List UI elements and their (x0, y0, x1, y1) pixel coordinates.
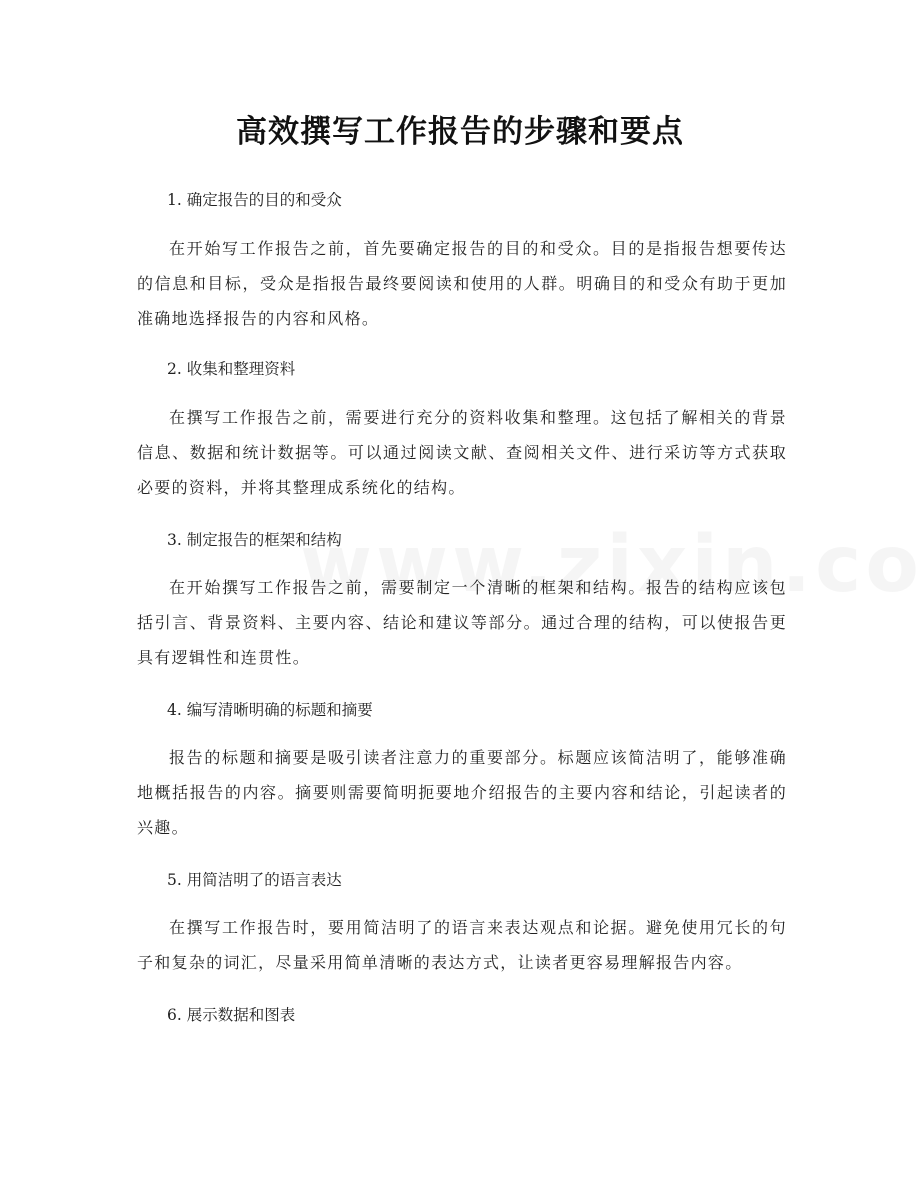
section-heading-6: 6. 展示数据和图表 (167, 1006, 296, 1024)
page-title: 高效撰写工作报告的步骤和要点 (236, 114, 684, 150)
section-heading-4: 4. 编写清晰明确的标题和摘要 (167, 701, 373, 719)
section-paragraph-3: 在开始撰写工作报告之前，需要制定一个清晰的框架和结构。报告的结构应该包括引言、背景资料、主要内容、结论和建议等部分。通过合理的结构，可以使报告更具有逻辑性和连贯性。 (137, 578, 787, 667)
section-heading-3: 3. 制定报告的框架和结构 (167, 531, 342, 549)
section-paragraph-4: 报告的标题和摘要是吸引读者注意力的重要部分。标题应该简洁明了，能够准确地概括报告的内容。摘要则需要简明扼要地介绍报告的主要内容和结论，引起读者的兴趣。 (137, 748, 787, 837)
section-paragraph-1: 在开始写工作报告之前，首先要确定报告的目的和受众。目的是指报告想要传达的信息和目标，受众是指报告最终要阅读和使用的人群。明确目的和受众有助于更加准确地选择报告的内容和风格。 (137, 239, 787, 328)
section-heading-2: 2. 收集和整理资料 (167, 360, 296, 378)
section-heading-1: 1. 确定报告的目的和受众 (167, 191, 342, 209)
section-heading-5: 5. 用简洁明了的语言表达 (167, 871, 342, 889)
section-paragraph-5: 在撰写工作报告时，要用简洁明了的语言来表达观点和论据。避免使用冗长的句子和复杂的词汇，尽量采用简单清晰的表达方式，让读者更容易理解报告内容。 (137, 918, 787, 972)
section-paragraph-2: 在撰写工作报告之前，需要进行充分的资料收集和整理。这包括了解相关的背景信息、数据和统计数据等。可以通过阅读文献、查阅相关文件、进行采访等方式获取必要的资料，并将其整理成系统化的结构。 (137, 408, 787, 497)
